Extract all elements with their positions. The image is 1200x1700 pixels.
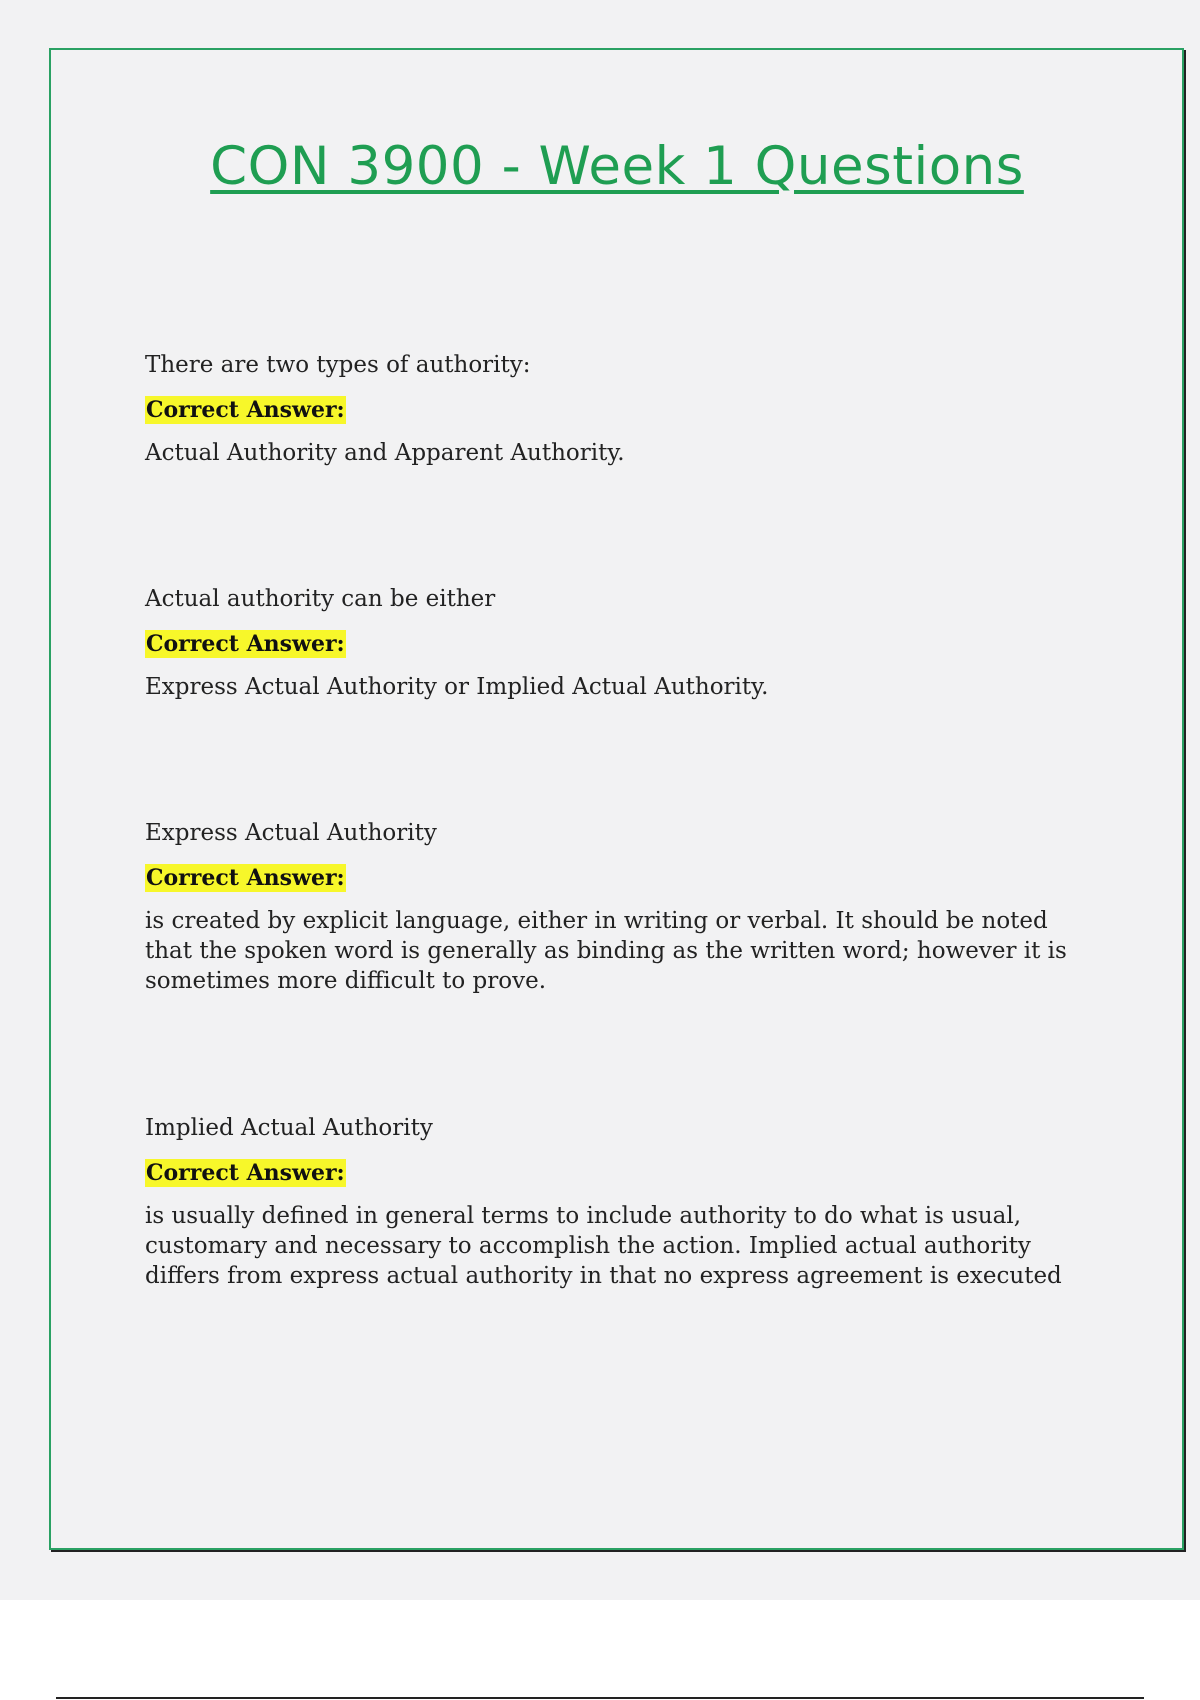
qa-item [145,1113,1090,1291]
document-frame [49,48,1184,1550]
answer-text: is created by explicit language, either in writing or verbal. It should be noted that the spoken word is generally as binding as the written word; however it is sometimes more difficult to prove. [145,908,1067,994]
qa-item [145,818,1090,996]
question-text: There are two types of authority: [145,352,531,378]
question-text: Express Actual Authority [145,820,437,846]
answer-text: Express Actual Authority or Implied Actual Authority. [145,674,769,700]
correct-answer-label: Correct Answer: [146,397,345,423]
page-title: CON 3900 - Week 1 Questions [210,136,1024,197]
question-text: Actual authority can be either [145,586,496,612]
footer-rule [56,1697,1144,1699]
answer-text: Actual Authority and Apparent Authority. [145,440,625,466]
correct-answer-label: Correct Answer: [146,865,345,891]
question-text: Implied Actual Authority [145,1115,433,1141]
correct-answer-label: Correct Answer: [146,631,345,657]
qa-item [145,350,1090,468]
answer-text: is usually defined in general terms to include authority to do what is usual, customary and necessary to accomplish the action. Implied actual authority differs from express actual authority in that no express agreement is executed [145,1203,1062,1289]
correct-answer-label: Correct Answer: [146,1160,345,1186]
qa-item [145,584,1090,702]
